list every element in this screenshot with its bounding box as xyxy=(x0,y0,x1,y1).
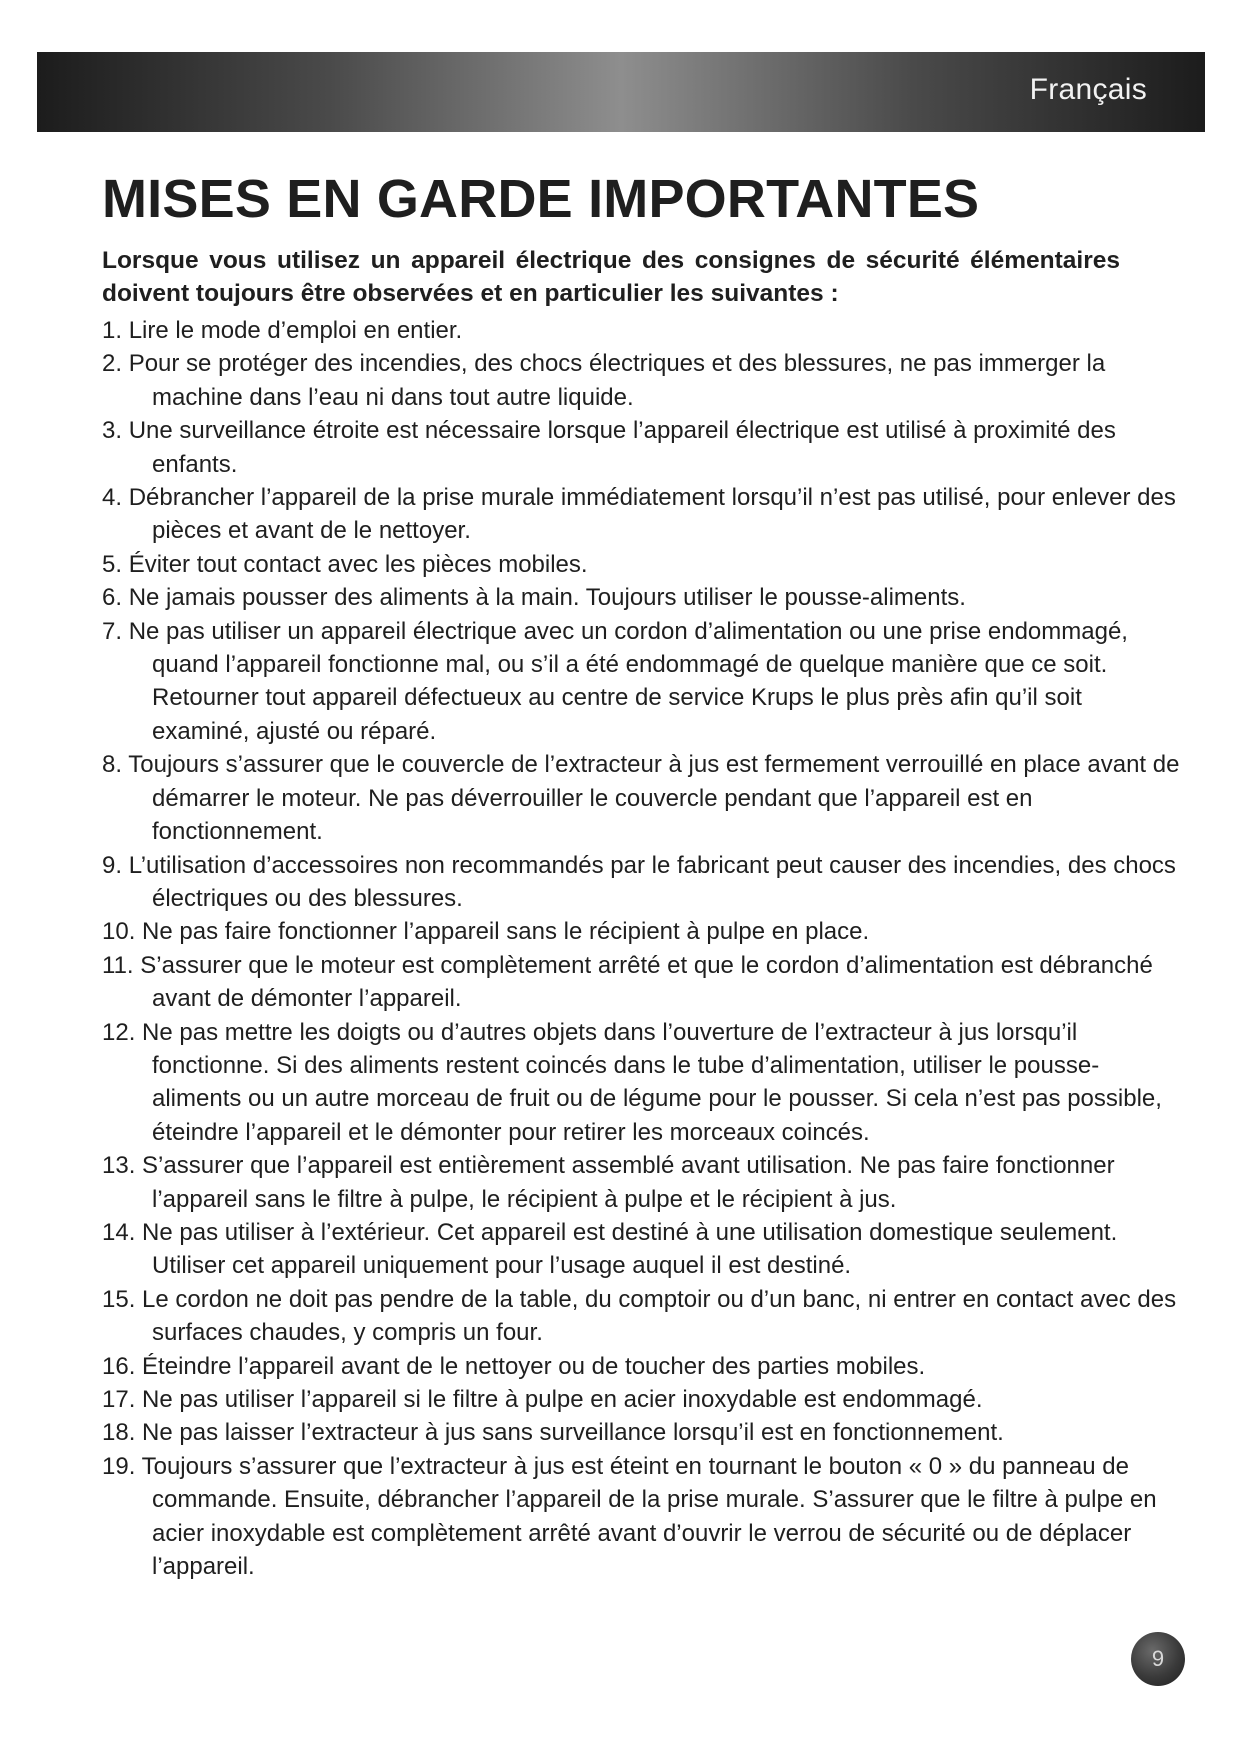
list-item xyxy=(102,1216,1182,1283)
rule-text: Toujours s’assurer que l’extracteur à jus est éteint en tournant le bouton « 0 » du panneau de commande. Ensuite, débrancher l’appareil de la prise murale. S’assurer que le filtre à pulpe en acier inoxydable est complètement arrêté avant d’ouvrir le verrou de sécurité ou de déplacer l’appareil. xyxy=(141,1452,1157,1581)
safety-rules-list xyxy=(102,314,1182,1583)
page-title: MISES EN GARDE IMPORTANTES xyxy=(102,169,980,229)
rule-text: Une surveillance étroite est nécessaire lorsque l’appareil électrique est utilisé à proximité des enfants. xyxy=(128,417,1116,478)
list-item xyxy=(102,1416,1182,1449)
rule-number: 18. xyxy=(102,1419,136,1447)
list-item xyxy=(102,849,1182,916)
rule-number: 6. xyxy=(102,584,123,612)
header-band xyxy=(37,52,1205,132)
rule-number: 2. xyxy=(102,350,123,378)
rule-text: Ne pas mettre les doigts ou d’autres objets dans l’ouverture de l’extracteur à jus lorsqu’il fonctionne. Si des aliments restent coincés dans le tube d’alimentation, utiliser le pousse-aliments ou un autre morceau de fruit ou de légume pour le pousser. Si cela n’est pas possible, éteindre l’appareil et le démonter pour retirer les morceaux coincés. xyxy=(142,1018,1162,1146)
rule-text: Débrancher l’appareil de la prise murale immédiatement lorsqu’il n’est pas utilisé, pour enlever des pièces et avant de le nettoyer. xyxy=(128,484,1176,545)
rule-text: Éviter tout contact avec les pièces mobiles. xyxy=(128,550,588,578)
list-item xyxy=(102,314,1182,347)
rule-number: 17. xyxy=(102,1386,136,1413)
rule-number: 4. xyxy=(102,484,123,512)
rule-text: S’assurer que le moteur est complètement arrêté et que le cordon d’alimentation est débranché avant de démonter l’appareil. xyxy=(140,951,1153,1013)
rule-number: 3. xyxy=(102,417,123,445)
rule-text: Éteindre l’appareil avant de le nettoyer ou de toucher des parties mobiles. xyxy=(142,1352,926,1380)
list-item xyxy=(102,1350,1182,1383)
rule-number: 14. xyxy=(102,1218,136,1246)
rule-text: Ne jamais pousser des aliments à la main. Toujours utiliser le pousse-aliments. xyxy=(128,584,966,612)
list-item xyxy=(102,949,1182,1016)
intro-paragraph: Lorsque vous utilisez un appareil électrique des consignes de sécurité élémentaires doivent toujours être observées et en particulier les suivantes : xyxy=(102,247,1120,307)
rule-number: 8. xyxy=(102,751,123,779)
list-item xyxy=(102,1283,1182,1350)
list-item xyxy=(102,347,1182,414)
rule-number: 7. xyxy=(102,617,123,645)
list-item xyxy=(102,1383,1182,1416)
rule-number: 13. xyxy=(102,1152,136,1180)
rule-text: Toujours s’assurer que le couvercle de l’extracteur à jus est fermement verrouillé en place avant de démarrer le moteur. Ne pas déverrouiller le couvercle pendant que l’appareil est en fonctionnement. xyxy=(128,751,1180,846)
rule-number: 15. xyxy=(102,1285,136,1313)
rule-text: Ne pas faire fonctionner l’appareil sans le récipient à pulpe en place. xyxy=(142,918,870,946)
list-item xyxy=(102,581,1182,614)
rule-number: 12. xyxy=(102,1018,136,1046)
list-item xyxy=(102,1016,1182,1150)
list-item xyxy=(102,1149,1182,1216)
rule-text: Le cordon ne doit pas pendre de la table, du comptoir ou d’un banc, ni entrer en contact avec des surfaces chaudes, y compris un four. xyxy=(142,1285,1177,1347)
rule-number: 19. xyxy=(102,1452,136,1480)
rule-text: L’utilisation d’accessoires non recommandés par le fabricant peut causer des incendies, des chocs électriques ou des blessures. xyxy=(128,851,1176,912)
list-item xyxy=(102,748,1182,848)
list-item xyxy=(102,481,1182,548)
language-label: Français xyxy=(1029,73,1147,106)
page-number: 9 xyxy=(1151,1646,1165,1671)
rule-text: Ne pas utiliser l’appareil si le filtre à pulpe en acier inoxydable est endommagé. xyxy=(142,1386,983,1413)
rule-number: 1. xyxy=(102,317,123,344)
list-item xyxy=(102,414,1182,481)
rule-text: Ne pas utiliser un appareil électrique avec un cordon d’alimentation ou une prise endommagé, quand l’appareil fonctionne mal, ou s’il a été endommagé de quelque manière que ce soit. Retourner tout appareil défectueux au centre de service Krups le plus près afin qu’il soit examiné, ajusté ou réparé. xyxy=(128,617,1128,745)
rule-text: S’assurer que l’appareil est entièrement assemblé avant utilisation. Ne pas faire fonctionner l’appareil sans le filtre à pulpe, le récipient à pulpe et le récipient à jus. xyxy=(142,1152,1115,1213)
rule-text: Lire le mode d’emploi en entier. xyxy=(128,317,463,344)
rule-number: 16. xyxy=(102,1352,136,1380)
rule-number: 5. xyxy=(102,550,123,578)
list-item xyxy=(102,548,1182,581)
rule-text: Pour se protéger des incendies, des chocs électriques et des blessures, ne pas immerger la machine dans l’eau ni dans tout autre liquide. xyxy=(128,350,1106,411)
rule-number: 11. xyxy=(102,951,134,979)
page-number-badge xyxy=(1131,1632,1185,1686)
rule-number: 10. xyxy=(102,918,136,946)
list-item xyxy=(102,615,1182,749)
rule-number: 9. xyxy=(102,851,123,879)
rule-text: Ne pas utiliser à l’extérieur. Cet appareil est destiné à une utilisation domestique seulement. Utiliser cet appareil uniquement pour l’usage auquel il est destiné. xyxy=(142,1218,1118,1280)
list-item xyxy=(102,915,1182,948)
list-item xyxy=(102,1450,1182,1584)
rule-text: Ne pas laisser l’extracteur à jus sans surveillance lorsqu’il est en fonctionnement. xyxy=(142,1419,1004,1447)
